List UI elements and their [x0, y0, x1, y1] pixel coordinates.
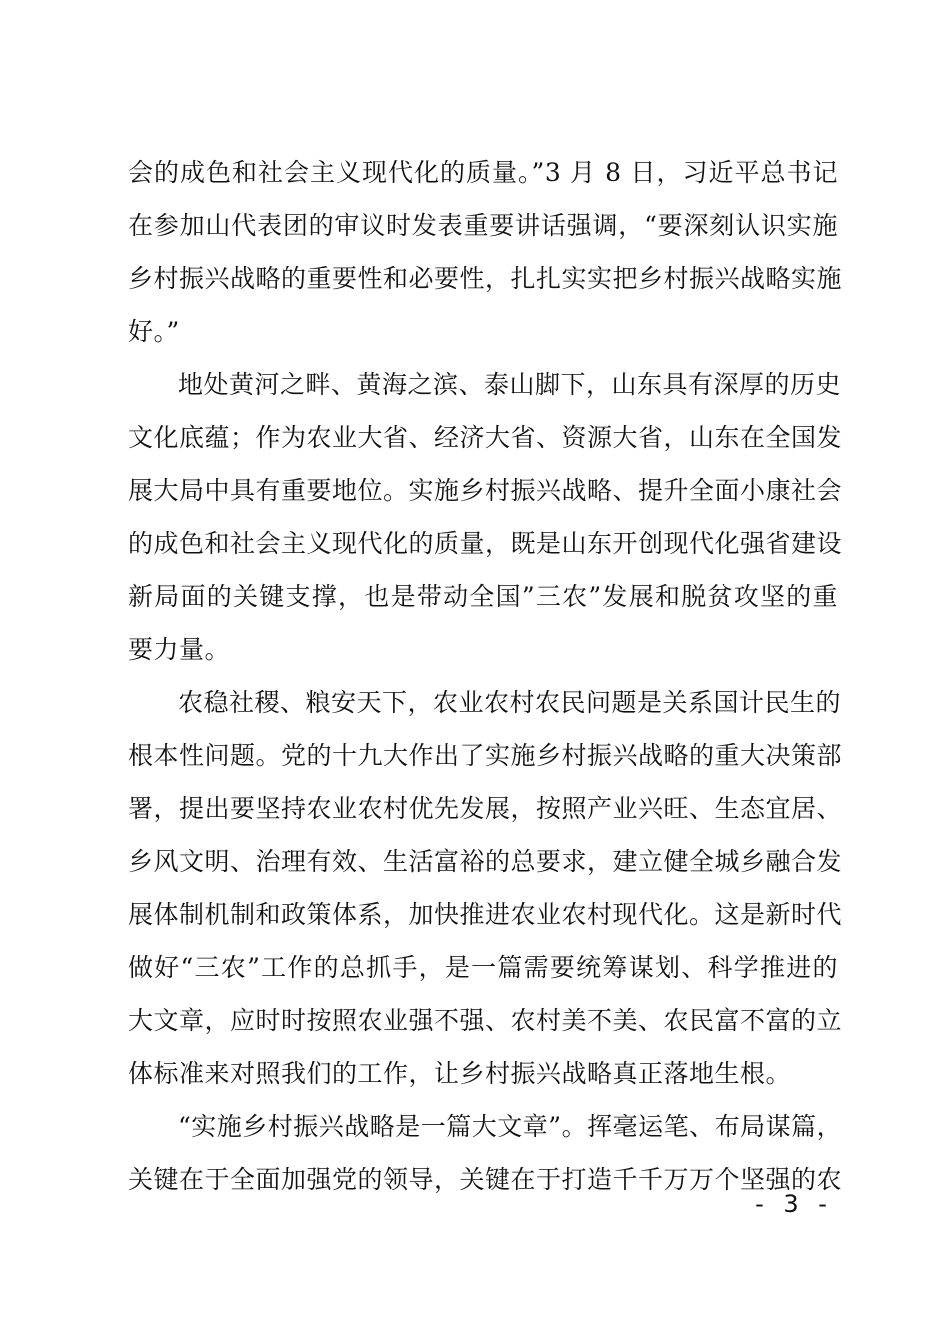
- document-body: [128, 146, 843, 1206]
- text-line: 展大局中具有重要地位。实施乡村振兴战略、提升全面小康社会: [128, 476, 843, 505]
- paragraph-3: [128, 676, 843, 1100]
- text-line: “实施乡村振兴战略是一篇大文章”。挥毫运笔、布局谋篇，: [178, 1112, 843, 1141]
- text-line: 乡风文明、治理有效、生活富裕的总要求，建立健全城乡融合发: [128, 847, 843, 876]
- paragraph-2: [128, 358, 843, 676]
- text-line: 会的成色和社会主义现代化的质量。”3 月 8 日，习近平总书记: [128, 158, 838, 187]
- text-line: 地处黄河之畔、黄海之滨、泰山脚下，山东具有深厚的历史: [178, 370, 842, 399]
- paragraph-1: [128, 146, 843, 358]
- text-line: 在参加山代表团的审议时发表重要讲话强调，“要深刻认识实施: [128, 211, 838, 240]
- text-line: 文化底蕴；作为农业大省、经济大省、资源大省，山东在全国发: [128, 423, 843, 452]
- text-line: 好。”: [128, 317, 180, 346]
- text-line: 署，提出要坚持农业农村优先发展，按照产业兴旺、生态宜居、: [128, 794, 843, 823]
- text-line: 农稳社稷、粮安天下，农业农村农民问题是关系国计民生的: [178, 688, 842, 717]
- paragraph-4: [128, 1100, 843, 1206]
- text-line: 关键在于全面加强党的领导，关键在于打造千千万万个坚强的农: [128, 1165, 843, 1194]
- text-line: 展体制机制和政策体系，加快推进农业农村现代化。这是新时代: [128, 900, 843, 929]
- text-line: 要力量。: [128, 635, 231, 664]
- text-line: 新局面的关键支撑，也是带动全国”三农”发展和脱贫攻坚的重: [128, 582, 838, 611]
- page-number: - 3 -: [755, 1190, 833, 1218]
- text-line: 做好“三农”工作的总抓手，是一篇需要统筹谋划、科学推进的: [128, 953, 838, 982]
- text-line: 根本性问题。党的十九大作出了实施乡村振兴战略的重大决策部: [128, 741, 843, 770]
- text-line: 大文章，应时时按照农业强不强、农村美不美、农民富不富的立: [128, 1006, 843, 1035]
- text-line: 的成色和社会主义现代化的质量，既是山东开创现代化强省建设: [128, 529, 843, 558]
- text-line: 体标准来对照我们的工作，让乡村振兴战略真正落地生根。: [128, 1059, 792, 1088]
- text-line: 乡村振兴战略的重要性和必要性，扎扎实实把乡村振兴战略实施: [128, 264, 843, 293]
